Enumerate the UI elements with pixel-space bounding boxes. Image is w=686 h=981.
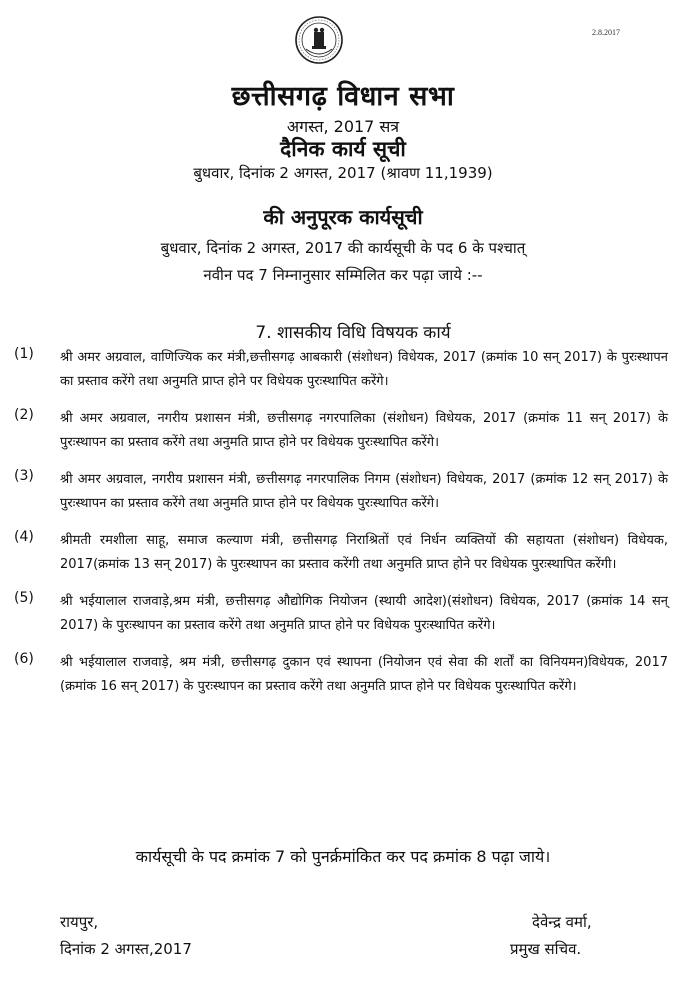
- agenda-item-number: (3): [14, 468, 34, 484]
- assembly-title: छत्तीसगढ़ विधान सभा: [231, 81, 455, 112]
- agenda-item: [0, 529, 686, 577]
- agenda-date-line: बुधवार, दिनांक 2 अगस्त, 2017 (श्रावण 11,1939): [193, 164, 493, 182]
- agenda-item-text: श्री भईयालाल राजवाड़े, श्रम मंत्री, छत्तीसगढ़ दुकान एवं स्थापना (नियोजन एवं सेवा की शर्तों का विनियमन)विधेयक, 2017 (क्रमांक 16 सन् 2017) के पुरःस्थापन का प्रस्ताव करेंगे तथा अनुमति प्राप्त होने पर विधेयक पुरःस्थापित करेंगे।: [60, 655, 668, 694]
- agenda-title: दैनिक कार्य सूची: [280, 137, 406, 161]
- agenda-item-number: (6): [14, 651, 34, 667]
- agenda-item-number: (4): [14, 529, 34, 545]
- agenda-item-text: श्री अमर अग्रवाल, नगरीय प्रशासन मंत्री, छत्तीसगढ़ नगरपालिका (संशोधन) विधेयक, 2017 (क्रमांक 11 सन् 2017) के पुरःस्थापन का प्रस्ताव करेंगे तथा अनुमति प्राप्त होने पर विधेयक पुरःस्थापित करेंगे।: [60, 411, 668, 450]
- agenda-item-text: श्रीमती रमशीला साहू, समाज कल्याण मंत्री, छत्तीसगढ़ निराश्रितों एवं निर्धन व्यक्तियों की सहायता (संशोधन) विधेयक, 2017(क्रमांक 13 सन् 2017) के पुरःस्थापन का प्रस्ताव करेंगी तथा अनुमति प्राप्त होने पर विधेयक पुरःस्थापित करेंगी।: [60, 533, 668, 572]
- agenda-item: [0, 346, 686, 394]
- agenda-item-number: (5): [14, 590, 34, 606]
- session-label: अगस्त, 2017 सत्र: [286, 117, 400, 136]
- renumbering-note: कार्यसूची के पद क्रमांक 7 को पुनर्क्रमांकित कर पद क्रमांक 8 पढ़ा जाये।: [135, 847, 551, 866]
- place-label: रायपुर,: [60, 913, 99, 931]
- signatory-designation: प्रमुख सचिव.: [510, 940, 582, 958]
- document-date: 2.8.2017: [592, 28, 620, 37]
- agenda-item-text: श्री अमर अग्रवाल, नगरीय प्रशासन मंत्री, छत्तीसगढ़ नगरपालिक निगम (संशोधन) विधेयक, 2017 (क्रमांक 12 सन् 2017) के पुरःस्थापन का प्रस्ताव करेंगे तथा अनुमति प्राप्त होने पर विधेयक पुरःस्थापित करेंगे।: [60, 472, 668, 511]
- signatory-name: देवेन्द्र वर्मा,: [532, 913, 592, 931]
- agenda-item: [0, 407, 686, 455]
- agenda-item-text: श्री भईयालाल राजवाड़े,श्रम मंत्री, छत्तीसगढ़ औद्योगिक नियोजन (स्थायी आदेश)(संशोधन) विधेयक, 2017 (क्रमांक 14 सन् 2017) के पुरःस्थापन का प्रस्ताव करेंगे तथा अनुमति प्राप्त होने पर विधेयक पुरःस्थापित करेंगे।: [60, 594, 668, 633]
- agenda-item-number: (1): [14, 346, 34, 362]
- supplementary-intro-line-2: नवीन पद 7 निम्नानुसार सम्मिलित कर पढ़ा जाये :--: [203, 266, 483, 284]
- assembly-seal-icon: [294, 15, 344, 65]
- section-heading: 7. शासकीय विधि विषयक कार्य: [255, 323, 451, 343]
- agenda-item: [0, 468, 686, 516]
- agenda-item: [0, 651, 686, 699]
- agenda-item-list: [0, 346, 686, 712]
- agenda-item-text: श्री अमर अग्रवाल, वाणिज्यिक कर मंत्री,छत्तीसगढ़ आबकारी (संशोधन) विधेयक, 2017 (क्रमांक 10 सन् 2017) के पुरःस्थापन का प्रस्ताव करेंगे तथा अनुमति प्राप्त होने पर विधेयक पुरःस्थापित करेंगे।: [60, 350, 668, 389]
- agenda-item: [0, 590, 686, 638]
- agenda-item-number: (2): [14, 407, 34, 423]
- supplementary-intro-line-1: बुधवार, दिनांक 2 अगस्त, 2017 की कार्यसूची के पद 6 के पश्चात्: [160, 239, 526, 257]
- supplementary-title: की अनुपूरक कार्यसूची: [263, 205, 423, 229]
- signing-date: दिनांक 2 अगस्त,2017: [60, 940, 192, 958]
